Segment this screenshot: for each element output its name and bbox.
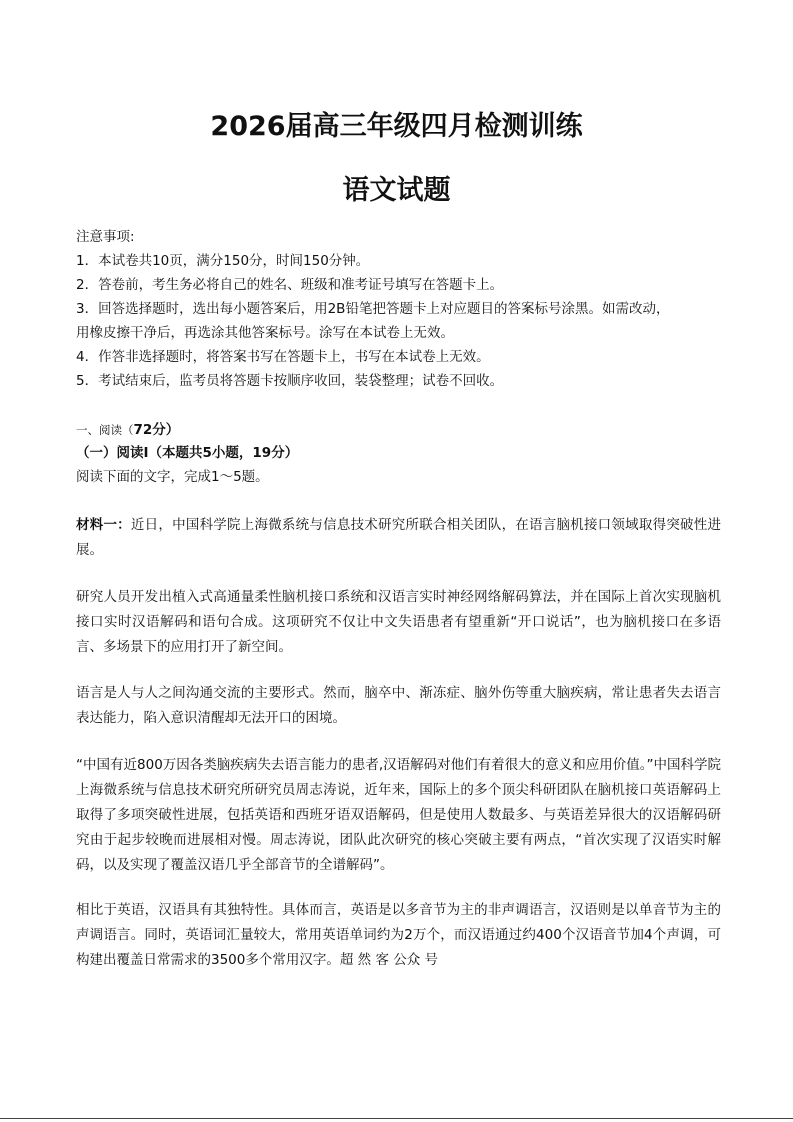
note-item: 3．回答选择题时，选出每小题答案后，用2B铅笔把答题卡上对应题目的答案标号涂黑。如需改动， <box>76 301 670 317</box>
body-paragraph: 相比于英语，汉语具有其独特性。具体而言，英语是以多音节为主的非声调语言，汉语则是以单音节为主的声调语言。同时，英语词汇量较大，常用英语单词约为2万个，而汉语通过约400个汉语音节加4个声调，可构建出覆盖日常需求的3500多个常用汉字。超 然 客 公众 号 <box>76 902 721 968</box>
material-intro: 近日，中国科学院上海微系统与信息技术研究所联合相关团队，在语言脑机接口领域取得突破性进展。 <box>76 517 722 558</box>
sub-section-heading: （一）阅读Ⅰ（本题共5小题，19分） <box>76 445 299 461</box>
body-paragraph: “中国有近800万因各类脑疾病失去语言能力的患者,汉语解码对他们有着很大的意义和应用价值。”中国科学院上海微系统与信息技术研究所研究员周志涛说，近年来，国际上的多个顶尖科研团队在脑机接口英语解码上取得了多项突破性进展，包括英语和西班牙语双语解码，但是使用人数最多、与英语差异很大的汉语解码研究由于起步较晚而进展相对慢。周志涛说，团队此次研究的核心突破主要有两点，“首次实现了汉语实时解码，以及实现了覆盖汉语几乎全部音节的全谱解码”。 <box>76 757 721 873</box>
note-item: 用橡皮擦干净后，再选涂其他答案标号。涂写在本试卷上无效。 <box>76 325 454 341</box>
note-item: 4．作答非选择题时，将答案书写在答题卡上，书写在本试卷上无效。 <box>76 349 490 365</box>
reading-instruction: 阅读下面的文字，完成1～5题。 <box>76 469 269 485</box>
note-item: 1．本试卷共10页，满分150分，时间150分钟。 <box>76 253 370 269</box>
subject-title: 语文试题 <box>342 175 451 206</box>
note-item: 2．答卷前，考生务必将自己的姓名、班级和准考证号填写在答题卡上。 <box>76 277 504 293</box>
body-paragraph: 研究人员开发出植入式高通量柔性脑机接口系统和汉语言实时神经网络解码算法，并在国际上首次实现脑机接口实时汉语解码和语句合成。这项研究不仅让中文失语患者有望重新“开口说话”，也为脑机接口在多语言、多场景下的应用打开了新空间。 <box>76 589 721 655</box>
material-intro-paragraph <box>76 513 721 563</box>
section-score: 72分） <box>133 422 180 438</box>
page-bottom-rule <box>0 1118 793 1119</box>
section-prefix: 一、阅读（ <box>76 423 134 437</box>
note-item: 5．考试结束后，监考员将答题卡按顺序收回，装袋整理；试卷不回收。 <box>76 373 504 389</box>
section-heading <box>76 418 726 442</box>
exam-title: 2026届高三年级四月检测训练 <box>210 111 583 142</box>
material-label: 材料一： <box>76 517 131 533</box>
body-paragraph: 语言是人与人之间沟通交流的主要形式。然而，脑卒中、渐冻症、脑外伤等重大脑疾病，常让患者失去语言表达能力，陷入意识清醒却无法开口的困境。 <box>76 685 721 726</box>
notes-heading: 注意事项: <box>76 229 135 245</box>
